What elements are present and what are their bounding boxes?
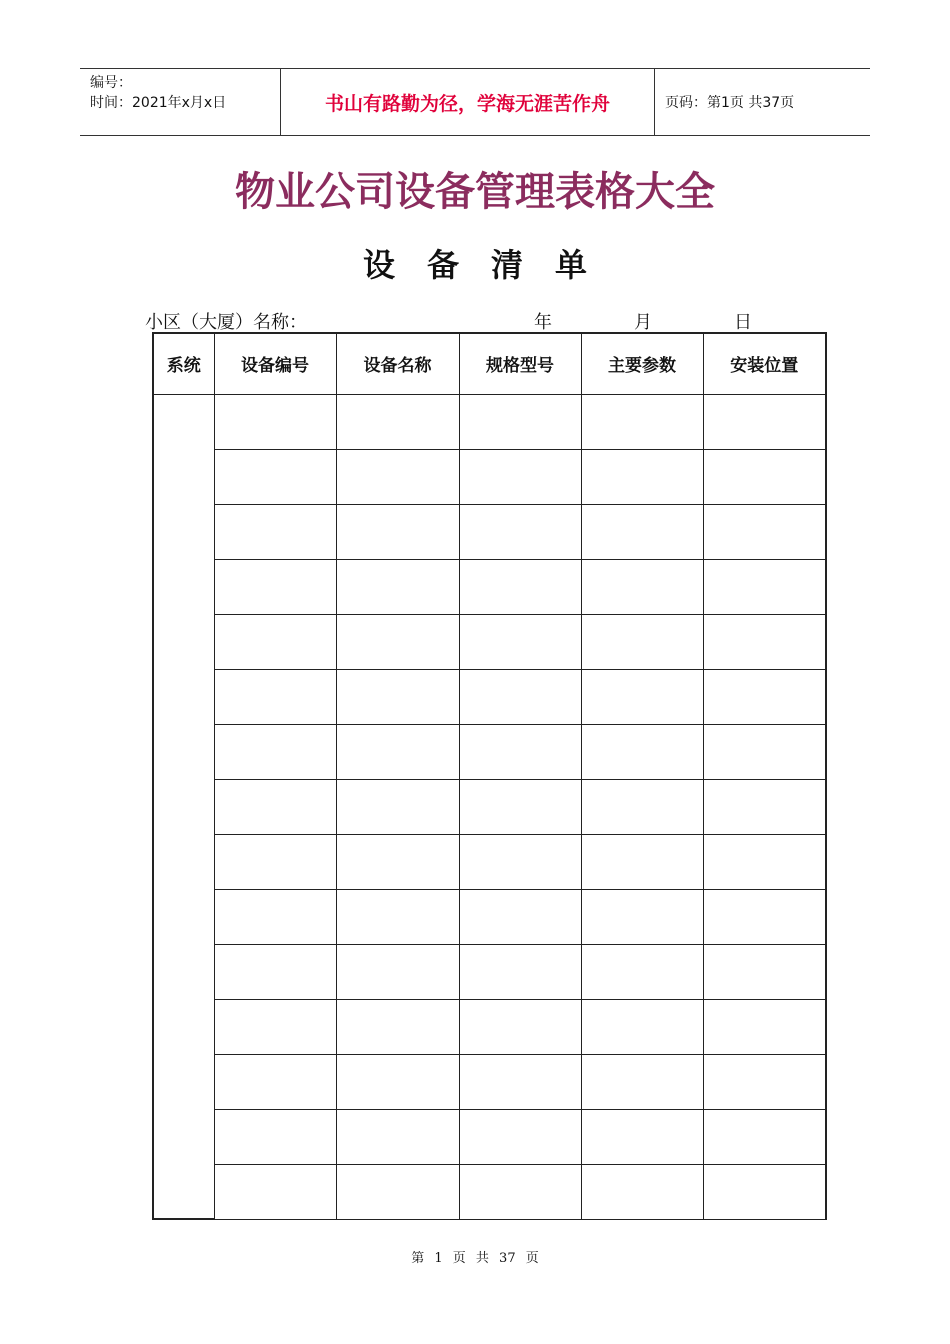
table-cell[interactable] <box>459 394 581 449</box>
table-row <box>153 1109 826 1164</box>
table-cell[interactable] <box>336 669 459 724</box>
table-cell[interactable] <box>581 889 703 944</box>
table-cell[interactable] <box>459 779 581 834</box>
table-row <box>153 944 826 999</box>
table-cell[interactable] <box>703 669 826 724</box>
table-cell[interactable] <box>581 834 703 889</box>
table-cell[interactable] <box>336 394 459 449</box>
table-cell[interactable] <box>459 1109 581 1164</box>
table-cell[interactable] <box>459 724 581 779</box>
table-cell[interactable] <box>214 1109 336 1164</box>
table-cell[interactable] <box>581 614 703 669</box>
table-cell[interactable] <box>214 559 336 614</box>
table-cell[interactable] <box>703 449 826 504</box>
table-cell[interactable] <box>459 889 581 944</box>
header-meta <box>80 69 281 135</box>
table-cell[interactable] <box>459 1054 581 1109</box>
table-cell[interactable] <box>581 559 703 614</box>
table-row <box>153 1164 826 1219</box>
table-cell[interactable] <box>459 614 581 669</box>
table-cell[interactable] <box>703 724 826 779</box>
table-cell[interactable] <box>214 944 336 999</box>
table-cell[interactable] <box>214 834 336 889</box>
header-page-info: 页码：第1页 共37页 <box>665 95 795 111</box>
column-header-equipment-number: 设备编号 <box>214 333 336 394</box>
table-row <box>153 669 826 724</box>
table-cell[interactable] <box>581 999 703 1054</box>
table-cell[interactable] <box>581 1054 703 1109</box>
table-cell[interactable] <box>703 999 826 1054</box>
table-cell[interactable] <box>581 944 703 999</box>
table-cell[interactable] <box>214 724 336 779</box>
table-cell[interactable] <box>581 1109 703 1164</box>
table-cell[interactable] <box>459 1164 581 1219</box>
table-cell[interactable] <box>703 834 826 889</box>
month-label: 月 <box>634 312 652 333</box>
table-cell[interactable] <box>581 1164 703 1219</box>
table-row <box>153 614 826 669</box>
table-cell[interactable] <box>336 449 459 504</box>
table-cell[interactable] <box>214 449 336 504</box>
table-cell[interactable] <box>214 394 336 449</box>
table-row <box>153 889 826 944</box>
column-header-model: 规格型号 <box>459 333 581 394</box>
table-cell[interactable] <box>336 724 459 779</box>
table-cell[interactable] <box>703 504 826 559</box>
table-cell[interactable] <box>703 1054 826 1109</box>
table-cell[interactable] <box>703 889 826 944</box>
table-row <box>153 449 826 504</box>
table-cell[interactable] <box>703 614 826 669</box>
table-cell[interactable] <box>214 889 336 944</box>
table-cell[interactable] <box>459 449 581 504</box>
table-cell[interactable] <box>214 779 336 834</box>
system-cell[interactable] <box>153 394 214 1219</box>
table-cell[interactable] <box>336 999 459 1054</box>
table-cell[interactable] <box>336 504 459 559</box>
table-row <box>153 834 826 889</box>
table-row <box>153 504 826 559</box>
header-motto: 书山有路勤为径，学海无涯苦作舟 <box>281 69 655 135</box>
table-cell[interactable] <box>459 944 581 999</box>
community-name-label: 小区（大厦）名称： <box>145 312 307 333</box>
table-cell[interactable] <box>214 1054 336 1109</box>
table-cell[interactable] <box>581 724 703 779</box>
table-cell[interactable] <box>703 394 826 449</box>
table-cell[interactable] <box>581 449 703 504</box>
table-cell[interactable] <box>581 394 703 449</box>
table-cell[interactable] <box>336 834 459 889</box>
table-cell[interactable] <box>336 614 459 669</box>
table-row <box>153 1054 826 1109</box>
form-title: 设备清单 <box>362 246 619 284</box>
column-header-equipment-name: 设备名称 <box>336 333 459 394</box>
table-row <box>153 559 826 614</box>
table-cell[interactable] <box>336 1164 459 1219</box>
table-cell[interactable] <box>581 669 703 724</box>
table-row <box>153 724 826 779</box>
table-cell[interactable] <box>703 1109 826 1164</box>
table-cell[interactable] <box>459 669 581 724</box>
table-cell[interactable] <box>703 1164 826 1219</box>
column-header-install-location: 安装位置 <box>703 333 826 394</box>
day-label: 日 <box>734 312 752 333</box>
page-footer: 第 1 页 共 37 页 <box>411 1251 539 1266</box>
table-cell[interactable] <box>336 944 459 999</box>
column-header-main-parameters: 主要参数 <box>581 333 703 394</box>
table-cell[interactable] <box>336 779 459 834</box>
table-cell[interactable] <box>214 504 336 559</box>
table-cell[interactable] <box>336 559 459 614</box>
document-title: 物业公司设备管理表格大全 <box>235 168 715 215</box>
table-cell[interactable] <box>336 889 459 944</box>
table-cell[interactable] <box>703 559 826 614</box>
number-label: 编号： <box>90 75 132 91</box>
table-cell[interactable] <box>581 504 703 559</box>
table-cell[interactable] <box>336 1109 459 1164</box>
table-cell[interactable] <box>703 944 826 999</box>
table-cell[interactable] <box>459 504 581 559</box>
table-cell[interactable] <box>459 999 581 1054</box>
table-cell[interactable] <box>459 834 581 889</box>
year-label: 年 <box>534 312 552 333</box>
table-cell[interactable] <box>214 999 336 1054</box>
table-row <box>153 779 826 834</box>
table-cell[interactable] <box>214 614 336 669</box>
date-label: 时间：2021年x月x日 <box>90 95 227 111</box>
table-row <box>153 394 826 449</box>
table-cell[interactable] <box>214 1164 336 1219</box>
table-cell[interactable] <box>336 1054 459 1109</box>
table-cell[interactable] <box>459 559 581 614</box>
table-cell[interactable] <box>581 779 703 834</box>
column-header-system: 系统 <box>153 333 214 394</box>
table-body <box>153 394 826 1219</box>
table-cell[interactable] <box>703 779 826 834</box>
table-row <box>153 999 826 1054</box>
page-header <box>80 68 870 136</box>
equipment-list-table <box>152 332 827 1220</box>
table-cell[interactable] <box>214 669 336 724</box>
table-header-row <box>153 333 826 394</box>
